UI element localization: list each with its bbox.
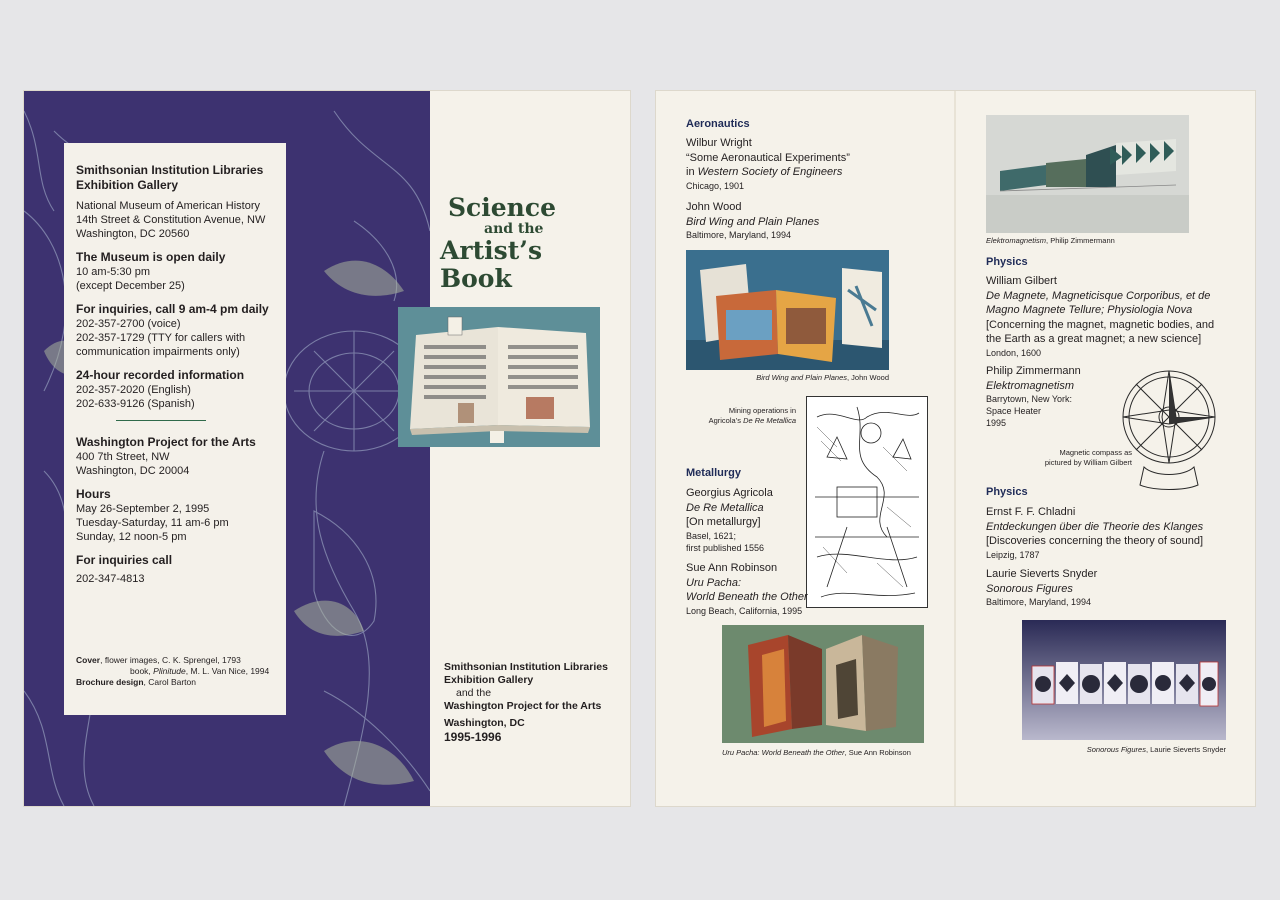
hours-line: May 26-September 2, 1995 bbox=[76, 503, 210, 515]
footer-org-sub: Exhibition Gallery bbox=[444, 674, 534, 686]
phone-line: communication impairments only) bbox=[76, 346, 240, 358]
credit-label: Brochure design bbox=[76, 677, 144, 687]
address-line: Washington, DC 20004 bbox=[76, 465, 190, 477]
wpa-name: Washington Project for the Arts bbox=[76, 435, 256, 449]
section-heading-physics: Physics bbox=[986, 256, 1028, 268]
section-heading-aeronautics: Aeronautics bbox=[686, 118, 750, 130]
entry-place: Baltimore, Maryland, 1994 bbox=[686, 230, 792, 240]
credits bbox=[76, 655, 269, 688]
address-line: 400 7th Street, NW bbox=[76, 451, 170, 463]
footer-years: 1995-1996 bbox=[444, 730, 502, 744]
credit-title: Plinitude bbox=[153, 666, 186, 676]
entry-journal: Western Society of Engineers bbox=[697, 166, 843, 178]
entry-title: Bird Wing and Plain Planes bbox=[686, 215, 820, 228]
entry-in: in bbox=[686, 166, 698, 178]
title-line: Science bbox=[448, 193, 556, 222]
artist-book-photo bbox=[398, 307, 600, 447]
entry-zimmermann bbox=[986, 364, 1081, 429]
uru-pacha-caption: Uru Pacha: World Beneath the Other, Sue Ann Robinson bbox=[722, 748, 911, 757]
entry-snyder bbox=[986, 567, 1097, 608]
phone-line: 202-357-2020 (English) bbox=[76, 384, 191, 396]
address-line: 14th Street & Constitution Avenue, NW bbox=[76, 214, 266, 226]
visitor-info-panel bbox=[64, 143, 286, 715]
divider bbox=[116, 420, 206, 421]
entry-title: De Re Metallica bbox=[686, 501, 764, 514]
sonorous-figures-caption: Sonorous Figures, Laurie Sieverts Snyder bbox=[1086, 745, 1226, 754]
footer-city: Washington, DC bbox=[444, 717, 525, 729]
phone-line: 202-347-4813 bbox=[76, 573, 145, 585]
entry-place: London, 1600 bbox=[986, 347, 1042, 358]
opening-heading: The Museum is open daily bbox=[76, 250, 226, 264]
brochure-cover-page bbox=[24, 91, 630, 806]
entry-author: Ernst F. F. Chladni bbox=[986, 506, 1076, 518]
entry-title: Elektromagnetism bbox=[986, 379, 1075, 392]
entry-place: Leipzig, 1787 bbox=[986, 549, 1040, 560]
section-heading-metallurgy: Metallurgy bbox=[686, 467, 742, 479]
cover-footer bbox=[444, 661, 629, 744]
entry-author: Sue Ann Robinson bbox=[686, 562, 778, 574]
credit-text: , M. L. Van Nice, 1994 bbox=[185, 666, 270, 676]
phone-line: 202-357-1729 (TTY for callers with bbox=[76, 332, 246, 344]
mining-woodcut bbox=[806, 396, 928, 608]
address-line: National Museum of American History bbox=[76, 200, 261, 212]
footer-org: Smithsonian Institution Libraries bbox=[444, 661, 608, 673]
elektromagnetism-photo bbox=[986, 115, 1189, 233]
entry-title: “Some Aeronautical Experiments” bbox=[686, 151, 850, 164]
recorded-info-heading: 24-hour recorded information bbox=[76, 368, 245, 382]
brochure-inside-spread bbox=[656, 91, 1255, 806]
entry-wood bbox=[686, 200, 819, 241]
entry-agricola bbox=[686, 486, 773, 554]
entry-title: World Beneath the Other bbox=[686, 591, 808, 603]
entry-place: first published 1556 bbox=[686, 542, 765, 553]
magnetic-compass-illustration bbox=[1114, 359, 1224, 495]
section-heading-physics: Physics bbox=[986, 486, 1028, 498]
entry-author: Philip Zimmermann bbox=[986, 365, 1081, 377]
gallery-subname: Exhibition Gallery bbox=[76, 178, 179, 192]
entry-place: Baltimore, Maryland, 1994 bbox=[986, 597, 1092, 607]
compass-caption: Magnetic compass as pictured by William Gilbert bbox=[1044, 448, 1132, 467]
entry-place: Chicago, 1901 bbox=[686, 180, 745, 191]
entry-robinson bbox=[686, 561, 808, 617]
entry-chladni bbox=[986, 505, 1203, 561]
credit-text: book, bbox=[130, 666, 154, 676]
phone-line: 202-633-9126 (Spanish) bbox=[76, 398, 195, 410]
entry-place: Basel, 1621; bbox=[686, 530, 737, 541]
opening-exception: (except December 25) bbox=[76, 280, 185, 292]
entry-title: Uru Pacha: bbox=[686, 576, 742, 589]
entry-author: Georgius Agricola bbox=[686, 487, 773, 499]
hours-line: Tuesday-Saturday, 11 am-6 pm bbox=[76, 517, 229, 529]
title-line: Artist’s Book bbox=[440, 236, 543, 293]
entry-author: William Gilbert bbox=[986, 275, 1057, 287]
sonorous-figures-photo bbox=[1022, 620, 1226, 740]
entry-author: Wilbur Wright bbox=[686, 137, 752, 149]
entry-note: [On metallurgy] bbox=[686, 516, 761, 528]
phone-line: 202-357-2700 (voice) bbox=[76, 318, 181, 330]
footer-wpa: Washington Project for the Arts bbox=[444, 700, 602, 712]
entry-title: De Magnete, Magneticisque Corporibus, et de bbox=[986, 289, 1211, 302]
entry-title: Magno Magnete Tellure; Physiologia Nova bbox=[986, 304, 1193, 316]
call-heading: For inquiries call bbox=[76, 553, 173, 567]
inquiries-heading: For inquiries, call 9 am-4 pm daily bbox=[76, 302, 269, 316]
address-line: Washington, DC 20560 bbox=[76, 228, 190, 240]
entry-note: [Discoveries concerning the theory of sound] bbox=[986, 535, 1204, 547]
entry-author: Laurie Sieverts Snyder bbox=[986, 568, 1098, 580]
entry-wright bbox=[686, 136, 850, 192]
entry-author: John Wood bbox=[686, 201, 742, 213]
entry-place: Barrytown, New York: bbox=[986, 394, 1073, 404]
bird-wing-caption: Bird Wing and Plain Planes, John Wood bbox=[756, 373, 889, 382]
entry-place: Long Beach, California, 1995 bbox=[686, 605, 803, 616]
credit-label: Cover bbox=[76, 655, 101, 665]
exhibition-title bbox=[440, 195, 620, 293]
credit-text: , Carol Barton bbox=[143, 677, 196, 687]
gallery-name: Smithsonian Institution Libraries bbox=[76, 163, 264, 177]
entry-note: [Concerning the magnet, magnetic bodies, and bbox=[986, 318, 1215, 331]
footer-and: and the bbox=[456, 687, 492, 699]
entry-place: 1995 bbox=[986, 418, 1007, 428]
mining-caption: Mining operations in Agricola’s De Re Metallica bbox=[708, 406, 796, 425]
entry-note: the Earth as a great magnet; a new science] bbox=[986, 333, 1202, 345]
opening-hours: 10 am-5:30 pm bbox=[76, 266, 150, 278]
entry-title: Entdeckungen über die Theorie des Klanges bbox=[986, 520, 1204, 533]
bird-wing-photo bbox=[686, 250, 889, 370]
entry-title: Sonorous Figures bbox=[986, 582, 1073, 595]
title-line: and the bbox=[484, 221, 544, 237]
page-fold bbox=[954, 91, 956, 806]
elektromagnetism-caption: Elektromagnetism, Philip Zimmermann bbox=[986, 236, 1115, 245]
credit-text: , flower images, C. K. Sprengel, 1793 bbox=[100, 655, 241, 665]
entry-gilbert bbox=[986, 274, 1214, 359]
hours-heading: Hours bbox=[76, 487, 111, 501]
uru-pacha-photo bbox=[722, 625, 924, 743]
hours-line: Sunday, 12 noon-5 pm bbox=[76, 531, 187, 543]
entry-place: Space Heater bbox=[986, 406, 1042, 416]
